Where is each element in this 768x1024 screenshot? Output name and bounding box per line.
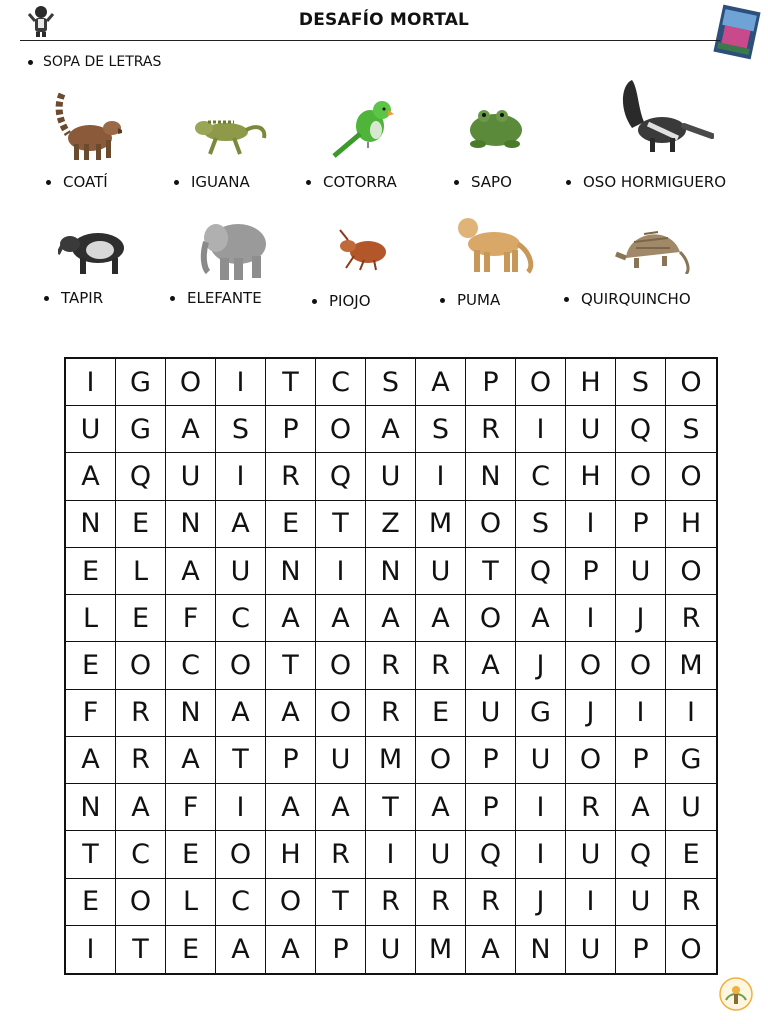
- grid-cell[interactable]: Q: [116, 453, 166, 500]
- grid-cell[interactable]: T: [66, 831, 116, 878]
- grid-cell[interactable]: I: [516, 831, 566, 878]
- grid-cell[interactable]: N: [516, 926, 566, 973]
- grid-cell[interactable]: T: [116, 926, 166, 973]
- animal-label: PUMA: [457, 291, 501, 309]
- grid-cell[interactable]: O: [416, 737, 466, 784]
- grid-cell[interactable]: J: [616, 595, 666, 642]
- animal-label: OSO HORMIGUERO: [583, 173, 727, 191]
- grid-cell[interactable]: R: [416, 642, 466, 689]
- grid-cell[interactable]: R: [316, 831, 366, 878]
- bullet-icon: [564, 297, 569, 302]
- grid-cell[interactable]: N: [66, 501, 116, 548]
- grid-cell[interactable]: O: [266, 879, 316, 926]
- puma-icon: [454, 212, 536, 276]
- grid-cell[interactable]: G: [516, 690, 566, 737]
- grid-cell[interactable]: A: [616, 784, 666, 831]
- iguana-icon: [194, 106, 268, 162]
- grid-cell[interactable]: R: [116, 737, 166, 784]
- grid-cell[interactable]: N: [466, 453, 516, 500]
- grid-cell[interactable]: N: [366, 548, 416, 595]
- grid-cell[interactable]: Q: [516, 548, 566, 595]
- grid-cell[interactable]: P: [316, 926, 366, 973]
- grid-cell[interactable]: U: [566, 926, 616, 973]
- grid-cell[interactable]: O: [216, 831, 266, 878]
- grid-cell[interactable]: L: [66, 595, 116, 642]
- animal-label: TAPIR: [61, 289, 104, 307]
- grid-cell[interactable]: U: [216, 548, 266, 595]
- grid-cell[interactable]: E: [116, 595, 166, 642]
- grid-cell[interactable]: U: [366, 926, 416, 973]
- grid-cell[interactable]: E: [416, 690, 466, 737]
- grid-cell[interactable]: L: [166, 879, 216, 926]
- grid-cell[interactable]: M: [416, 926, 466, 973]
- grid-cell[interactable]: F: [166, 595, 216, 642]
- grid-cell[interactable]: S: [366, 359, 416, 406]
- grid-cell[interactable]: O: [616, 453, 666, 500]
- grid-cell[interactable]: U: [666, 784, 716, 831]
- grid-cell[interactable]: P: [616, 501, 666, 548]
- grid-cell[interactable]: A: [316, 595, 366, 642]
- grid-cell[interactable]: N: [166, 501, 216, 548]
- grid-cell[interactable]: O: [516, 359, 566, 406]
- grid-cell[interactable]: A: [466, 926, 516, 973]
- grid-cell[interactable]: O: [666, 453, 716, 500]
- grid-cell[interactable]: H: [566, 453, 616, 500]
- grid-cell[interactable]: O: [566, 737, 616, 784]
- grid-cell[interactable]: I: [316, 548, 366, 595]
- grid-cell[interactable]: T: [266, 642, 316, 689]
- grid-cell[interactable]: R: [666, 879, 716, 926]
- grid-cell[interactable]: E: [266, 501, 316, 548]
- grid-cell[interactable]: G: [116, 359, 166, 406]
- grid-cell[interactable]: M: [366, 737, 416, 784]
- grid-cell[interactable]: N: [166, 690, 216, 737]
- grid-cell[interactable]: A: [266, 926, 316, 973]
- louse-icon: [334, 226, 390, 272]
- grid-cell[interactable]: T: [316, 879, 366, 926]
- bullet-icon: [28, 60, 33, 65]
- grid-cell[interactable]: I: [66, 359, 116, 406]
- grid-cell[interactable]: E: [666, 831, 716, 878]
- grid-cell[interactable]: I: [666, 690, 716, 737]
- grid-cell[interactable]: R: [466, 879, 516, 926]
- grid-cell[interactable]: A: [216, 690, 266, 737]
- armadillo-icon: [614, 218, 694, 274]
- grid-cell[interactable]: E: [66, 548, 116, 595]
- grid-cell[interactable]: J: [516, 642, 566, 689]
- grid-cell[interactable]: S: [616, 359, 666, 406]
- grid-cell[interactable]: P: [466, 737, 516, 784]
- grid-cell[interactable]: I: [516, 784, 566, 831]
- grid-cell[interactable]: A: [116, 784, 166, 831]
- grid-cell[interactable]: P: [466, 359, 516, 406]
- grid-cell[interactable]: O: [466, 501, 516, 548]
- grid-cell[interactable]: U: [616, 548, 666, 595]
- grid-cell[interactable]: U: [66, 406, 116, 453]
- grid-cell[interactable]: I: [216, 359, 266, 406]
- tapir-icon: [58, 226, 130, 278]
- grid-cell[interactable]: O: [116, 642, 166, 689]
- grid-cell[interactable]: U: [616, 879, 666, 926]
- bullet-icon: [440, 298, 445, 303]
- parrot-icon: [330, 100, 402, 160]
- grid-cell[interactable]: Q: [466, 831, 516, 878]
- grid-cell[interactable]: E: [166, 831, 216, 878]
- grid-cell[interactable]: P: [616, 737, 666, 784]
- grid-cell[interactable]: C: [316, 359, 366, 406]
- grid-cell[interactable]: O: [566, 642, 616, 689]
- section-heading: [28, 54, 161, 70]
- anteater-icon: [618, 78, 714, 156]
- grid-cell[interactable]: C: [216, 595, 266, 642]
- grid-cell[interactable]: O: [616, 642, 666, 689]
- grid-cell[interactable]: A: [416, 595, 466, 642]
- grid-cell[interactable]: T: [466, 548, 516, 595]
- grid-cell[interactable]: A: [216, 501, 266, 548]
- grid-cell[interactable]: O: [316, 642, 366, 689]
- section-label: SOPA DE LETRAS: [43, 54, 162, 70]
- animal-label: COATÍ: [63, 173, 108, 191]
- grid-cell[interactable]: O: [316, 690, 366, 737]
- animal-label: ELEFANTE: [187, 289, 262, 307]
- grid-cell[interactable]: E: [66, 642, 116, 689]
- grid-cell[interactable]: O: [666, 548, 716, 595]
- animal-label: COTORRA: [323, 173, 397, 191]
- grid-cell[interactable]: R: [566, 784, 616, 831]
- grid-cell[interactable]: S: [516, 501, 566, 548]
- grid-cell[interactable]: I: [216, 453, 266, 500]
- grid-cell[interactable]: A: [166, 548, 216, 595]
- bullet-icon: [454, 180, 459, 185]
- grid-cell[interactable]: C: [116, 831, 166, 878]
- grid-cell[interactable]: A: [416, 784, 466, 831]
- animal-label: QUIRQUINCHO: [581, 290, 691, 308]
- grid-cell[interactable]: M: [666, 642, 716, 689]
- animal-label: IGUANA: [191, 173, 250, 191]
- grid-cell[interactable]: U: [416, 831, 466, 878]
- grid-cell[interactable]: A: [466, 642, 516, 689]
- grid-cell[interactable]: O: [666, 359, 716, 406]
- grid-cell[interactable]: I: [416, 453, 466, 500]
- grid-cell[interactable]: U: [566, 831, 616, 878]
- grid-cell[interactable]: E: [66, 879, 116, 926]
- grid-cell[interactable]: Q: [316, 453, 366, 500]
- grid-cell[interactable]: R: [266, 453, 316, 500]
- grid-cell[interactable]: C: [166, 642, 216, 689]
- grid-cell[interactable]: R: [366, 879, 416, 926]
- grid-cell[interactable]: I: [366, 831, 416, 878]
- grid-cell[interactable]: A: [266, 784, 316, 831]
- animal-label: PIOJO: [329, 292, 371, 310]
- grid-cell[interactable]: O: [466, 595, 516, 642]
- bullet-icon: [174, 180, 179, 185]
- grid-cell[interactable]: O: [680, 933, 702, 965]
- grid-cell[interactable]: P: [466, 784, 516, 831]
- grid-cell[interactable]: P: [616, 926, 666, 973]
- grid-cell[interactable]: I: [616, 690, 666, 737]
- grid-cell[interactable]: Q: [616, 831, 666, 878]
- grid-cell[interactable]: A: [166, 406, 216, 453]
- grid-cell[interactable]: T: [216, 737, 266, 784]
- grid-cell[interactable]: U: [166, 453, 216, 500]
- bullet-icon: [46, 180, 51, 185]
- grid-cell[interactable]: A: [366, 595, 416, 642]
- grid-cell[interactable]: E: [116, 501, 166, 548]
- grid-cell[interactable]: C: [516, 453, 566, 500]
- grid-cell[interactable]: H: [666, 501, 716, 548]
- grid-cell[interactable]: I: [566, 879, 616, 926]
- frog-icon: [466, 102, 526, 152]
- grid-cell[interactable]: A: [66, 453, 116, 500]
- grid-cell[interactable]: O: [166, 359, 216, 406]
- grid-cell[interactable]: R: [366, 642, 416, 689]
- grid-cell[interactable]: Z: [366, 501, 416, 548]
- grid-cell[interactable]: A: [266, 595, 316, 642]
- grid-cell[interactable]: I: [516, 406, 566, 453]
- grid-cell[interactable]: I: [66, 926, 116, 973]
- grid-cell[interactable]: O: [216, 642, 266, 689]
- word-search-grid: [64, 357, 718, 975]
- grid-cell[interactable]: F: [166, 784, 216, 831]
- grid-cell[interactable]: L: [116, 548, 166, 595]
- grid-cell[interactable]: A: [266, 690, 316, 737]
- grid-cell[interactable]: Q: [616, 406, 666, 453]
- grid-cell[interactable]: I: [216, 784, 266, 831]
- grid-cell[interactable]: J: [516, 879, 566, 926]
- grid-cell[interactable]: U: [416, 548, 466, 595]
- grid-cell[interactable]: R: [466, 406, 516, 453]
- grid-cell[interactable]: H: [566, 359, 616, 406]
- grid-cell[interactable]: R: [116, 690, 166, 737]
- grid-cell[interactable]: U: [566, 406, 616, 453]
- bullet-icon: [566, 180, 571, 185]
- grid-cell[interactable]: U: [316, 737, 366, 784]
- page-title: DESAFÍO MORTAL: [298, 10, 470, 30]
- grid-cell[interactable]: A: [216, 926, 266, 973]
- grid-cell[interactable]: H: [266, 831, 316, 878]
- header-divider: [20, 40, 720, 41]
- grid-cell[interactable]: S: [666, 406, 716, 453]
- grid-cell[interactable]: O: [116, 879, 166, 926]
- grid-cell[interactable]: M: [416, 501, 466, 548]
- coati-icon: [52, 88, 122, 164]
- grid-cell[interactable]: A: [316, 784, 366, 831]
- grid-cell[interactable]: A: [166, 737, 216, 784]
- grid-cell[interactable]: A: [516, 595, 566, 642]
- grid-cell[interactable]: U: [516, 737, 566, 784]
- grid-cell[interactable]: S: [416, 406, 466, 453]
- grid-cell[interactable]: P: [266, 737, 316, 784]
- grid-cell[interactable]: J: [566, 690, 616, 737]
- grid-cell[interactable]: R: [666, 595, 716, 642]
- grid-cell[interactable]: R: [366, 690, 416, 737]
- bullet-icon: [312, 299, 317, 304]
- grid-cell[interactable]: N: [266, 548, 316, 595]
- grid-cell[interactable]: N: [66, 784, 116, 831]
- school-logo-icon: [718, 976, 754, 1012]
- elephant-icon: [196, 216, 270, 282]
- grid-cell[interactable]: O: [316, 406, 366, 453]
- grid-cell[interactable]: P: [566, 548, 616, 595]
- grid-cell[interactable]: A: [416, 359, 466, 406]
- grid-cell[interactable]: P: [266, 406, 316, 453]
- grid-cell[interactable]: T: [266, 359, 316, 406]
- grid-cell[interactable]: F: [66, 690, 116, 737]
- bullet-icon: [44, 296, 49, 301]
- grid-cell[interactable]: I: [566, 595, 616, 642]
- grid-cell[interactable]: U: [466, 690, 516, 737]
- grid-cell[interactable]: E: [166, 926, 216, 973]
- grid-cell[interactable]: A: [66, 737, 116, 784]
- grid-cell[interactable]: G: [116, 406, 166, 453]
- grid-cell[interactable]: T: [366, 784, 416, 831]
- grid-cell[interactable]: I: [566, 501, 616, 548]
- book-cover-icon: [712, 4, 762, 60]
- grid-cell[interactable]: T: [316, 501, 366, 548]
- animal-label: SAPO: [471, 173, 512, 191]
- grid-cell[interactable]: U: [366, 453, 416, 500]
- bullet-icon: [170, 296, 175, 301]
- grid-cell[interactable]: C: [216, 879, 266, 926]
- grid-cell[interactable]: G: [666, 737, 716, 784]
- grid-cell[interactable]: R: [416, 879, 466, 926]
- grid-cell[interactable]: S: [216, 406, 266, 453]
- bullet-icon: [306, 180, 311, 185]
- grid-cell[interactable]: A: [366, 406, 416, 453]
